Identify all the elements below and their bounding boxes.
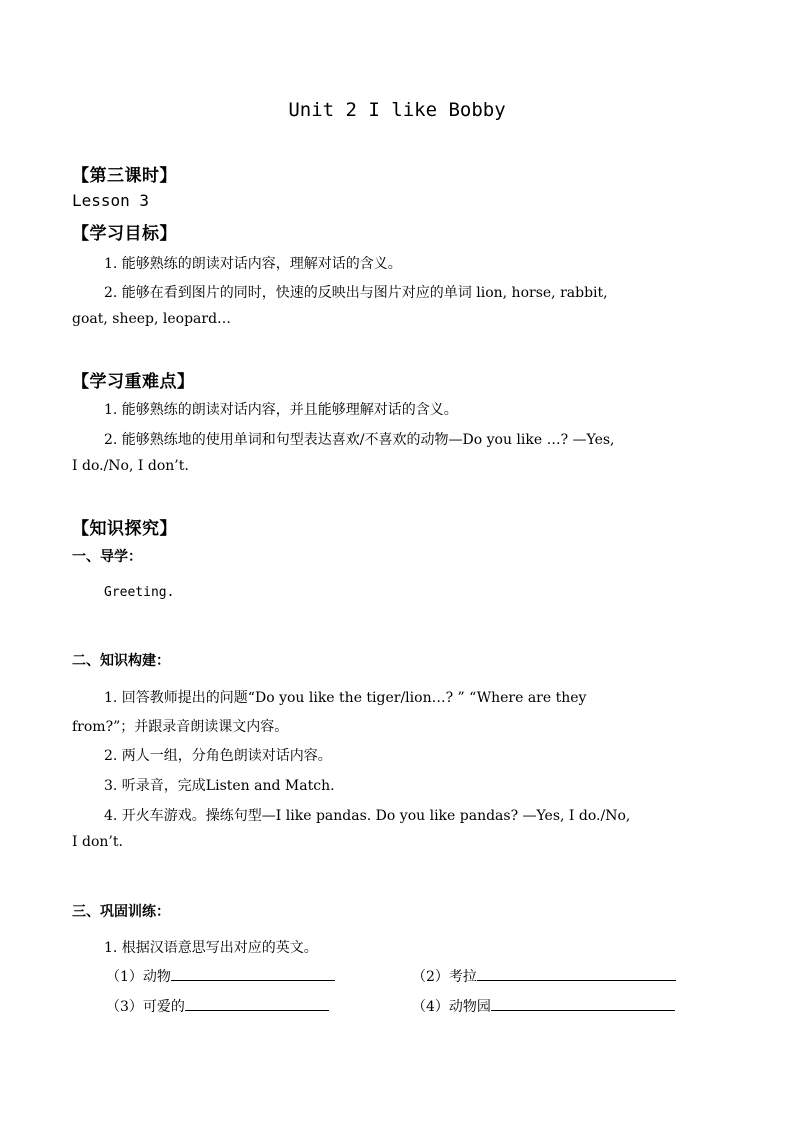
objectives-heading: 【学习目标】 [72, 224, 177, 244]
blank-row [106, 996, 329, 1016]
blank-label: （2）考拉 [412, 969, 477, 985]
blank-label: （3）可爱的 [106, 999, 185, 1015]
keypoints-heading: 【学习重难点】 [72, 372, 195, 392]
blank-row [106, 966, 335, 986]
keypoint-item-1: 1. 能够熟练的朗读对话内容，并且能够理解对话的含义。 [104, 402, 458, 418]
answer-blank[interactable] [171, 966, 335, 981]
page-title: Unit 2 I like Bobby [288, 99, 506, 121]
answer-blank[interactable] [185, 996, 329, 1011]
part2-item-4: 4. 开火车游戏。操练句型—I like pandas. Do you like pandas? —Yes, I do./No, [104, 808, 631, 824]
lesson-label: Lesson 3 [72, 191, 150, 210]
part2-heading: 二、知识构建： [72, 653, 170, 669]
part3-item-1: 1. 根据汉语意思写出对应的英文。 [104, 940, 318, 956]
objective-item-2-cont: goat, sheep, leopard… [72, 311, 232, 327]
objective-item-1: 1. 能够熟练的朗读对话内容，理解对话的含义。 [104, 256, 402, 272]
part3-heading: 三、巩固训练： [72, 904, 170, 920]
blank-label: （1）动物 [106, 969, 171, 985]
part2-item-1-cont: from?”；并跟录音朗读课文内容。 [72, 719, 289, 735]
answer-blank[interactable] [477, 966, 676, 981]
objective-item-2: 2. 能够在看到图片的同时，快速的反映出与图片对应的单词 lion, horse, rabbit, [104, 285, 608, 301]
part2-item-1: 1. 回答教师提出的问题“Do you like the tiger/lion…? ” “Where are they [104, 690, 587, 706]
blank-row [412, 996, 675, 1016]
keypoint-item-2: 2. 能够熟练地的使用单词和句型表达喜欢/不喜欢的动物—Do you like …? —Yes, [104, 432, 615, 448]
part1-heading: 一、导学： [72, 549, 142, 565]
explore-heading: 【知识探究】 [72, 519, 177, 539]
section-period: 【第三课时】 [72, 166, 177, 186]
blank-row [412, 966, 676, 986]
part2-item-4-cont: I don’t. [72, 834, 123, 850]
blank-label: （4）动物园 [412, 999, 491, 1015]
part1-text: Greeting. [104, 585, 175, 600]
part2-item-3: 3. 听录音，完成Listen and Match. [104, 778, 335, 794]
answer-blank[interactable] [491, 996, 675, 1011]
keypoint-item-2-cont: I do./No, I don’t. [72, 458, 189, 474]
part2-item-2: 2. 两人一组，分角色朗读对话内容。 [104, 748, 332, 764]
